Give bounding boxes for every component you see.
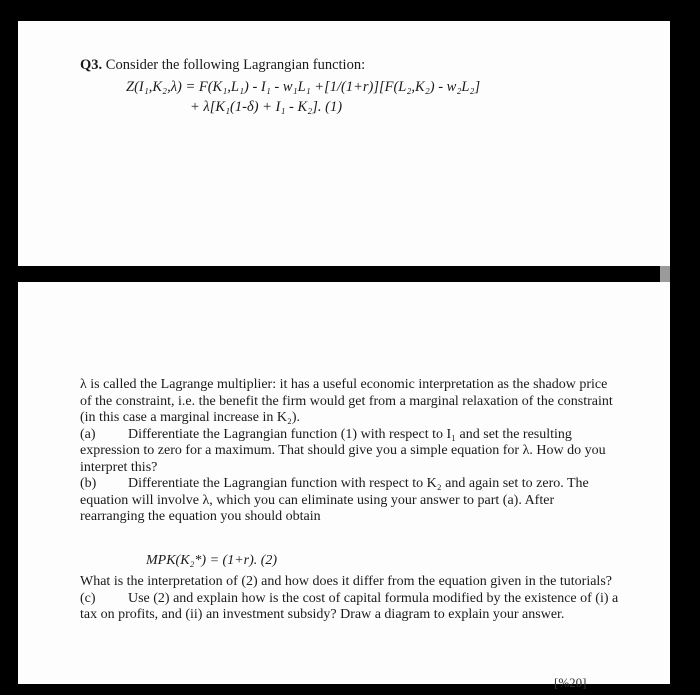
lagrange-intro-paragraph: λ is called the Lagrange multiplier: it has a useful economic interpretation as the shadow price of the constraint, i.e. the benefit the firm would get from a marginal relaxation of the constraint (in this case a marginal increase in K₂). bbox=[80, 377, 613, 425]
part-a bbox=[80, 427, 620, 477]
part-c-text: Use (2) and explain how is the cost of capital formula modified by the existence of (i) a tax on profits, and (ii) an investment subsidy? Draw a diagram to explain your answer. bbox=[80, 590, 619, 622]
part-b-label: (b) bbox=[80, 476, 97, 491]
lagrangian-equation-line2: + λ[K₁(1-δ) + I₁ - K₂]. (1) bbox=[190, 99, 343, 115]
part-b-text: Differentiate the Lagrangian function with respect to K₂ and again set to zero. The equation will involve λ, which you can eliminate using your answer to part (a). After rearranging the equation you should obtain bbox=[80, 476, 589, 524]
lagrangian-equation-line1: Z(I₁,K₂,λ) = F(K₁,L₁) - I₁ - w₁L₁ +[1/(1+r)][F(L₂,K₂) - w₂L₂] bbox=[126, 79, 481, 95]
question-heading bbox=[80, 57, 365, 74]
interpretation-paragraph: What is the interpretation of (2) and how does it differ from the equation given in the tutorials? bbox=[80, 574, 612, 589]
scrollbar-thumb[interactable] bbox=[660, 266, 670, 282]
question-body bbox=[80, 377, 620, 526]
question-page-bottom bbox=[18, 282, 670, 690]
question-page-top bbox=[18, 21, 670, 266]
part-a-text: Differentiate the Lagrangian function (1) with respect to I₁ and set the resulting expression to zero for a maximum. That should give you a simple equation for λ. How do you interpret this? bbox=[80, 426, 606, 475]
question-body-continued bbox=[80, 574, 620, 624]
part-c-label: (c) bbox=[80, 590, 96, 606]
part-b bbox=[80, 476, 620, 526]
part-a-label: (a) bbox=[80, 426, 96, 442]
marks-label: [%20] bbox=[554, 675, 587, 690]
question-text: Consider the following Lagrangian function: bbox=[102, 57, 366, 73]
question-label: Q3. bbox=[80, 57, 103, 73]
mpk-equation: MPK(K₂*) = (1+r). (2) bbox=[146, 553, 278, 568]
part-c bbox=[80, 591, 620, 624]
